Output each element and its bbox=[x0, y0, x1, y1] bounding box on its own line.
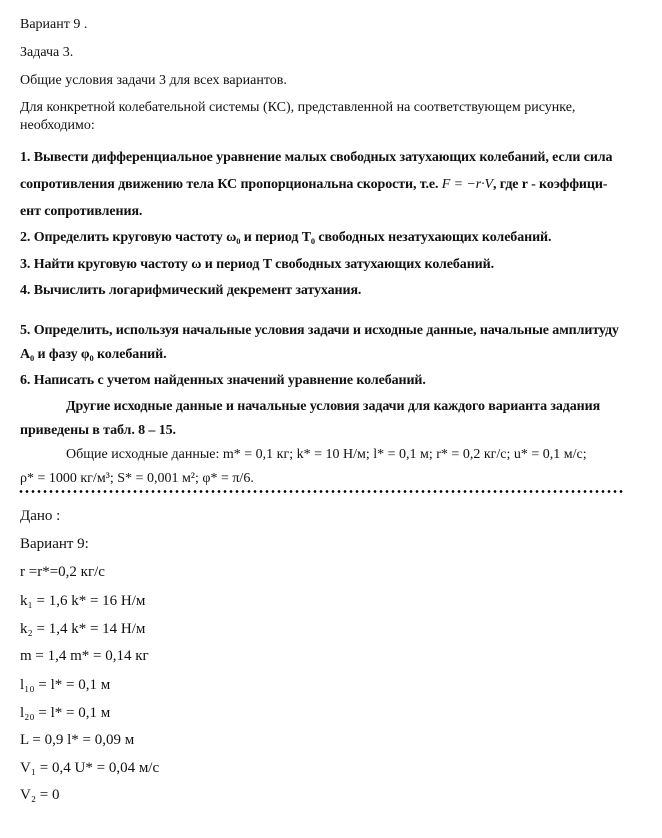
item-3: 3. Найти круговую частоту ω и период T свободных затухающих колебаний. bbox=[20, 257, 495, 272]
given-l20: l₂₀ = l* = 0,1 м bbox=[20, 705, 111, 721]
task-heading: Задача 3. bbox=[20, 45, 74, 60]
resistance-formula: F = −r·V bbox=[441, 177, 493, 192]
given-L: L = 0,9 l* = 0,09 м bbox=[20, 732, 135, 748]
given-V2: V₂ = 0 bbox=[20, 787, 60, 803]
given-title: Дано : bbox=[20, 508, 61, 524]
given-m: m = 1,4 m* = 0,14 кг bbox=[20, 648, 149, 664]
item-4: 4. Вычислить логарифмический декремент затухания. bbox=[20, 283, 362, 298]
given-k1: k₁ = 1,6 k* = 16 Н/м bbox=[20, 593, 146, 609]
other-data-line-2: приведены в табл. 8 – 15. bbox=[20, 423, 176, 438]
general-data-line-2: ρ* = 1000 кг/м³; S* = 0,001 м²; φ* = π/6. bbox=[20, 471, 254, 486]
given-r: r =r*=0,2 кг/с bbox=[20, 564, 105, 580]
item-5-line-2: A₀ и фазу φ₀ колебаний. bbox=[20, 347, 167, 362]
general-data-line-1: Общие исходные данные: m* = 0,1 кг; k* = 10 Н/м; l* = 0,1 м; r* = 0,2 кг/с; u* = 0,1 м/с; bbox=[66, 447, 587, 462]
item-5-line-1: 5. Определить, используя начальные условия задачи и исходные данные, начальные амплитуду bbox=[20, 323, 619, 338]
intro-line-2: необходимо: bbox=[20, 118, 95, 133]
given-k2: k₂ = 1,4 k* = 14 Н/м bbox=[20, 621, 146, 637]
item-1-text: сопротивления движению тела КС пропорциональна скорости, т.е. bbox=[20, 177, 439, 192]
other-data-line-1: Другие исходные данные и начальные условия задачи для каждого варианта задания bbox=[66, 399, 601, 414]
item-1-line-3: ент сопротивления. bbox=[20, 204, 143, 219]
intro-line-1: Для конкретной колебательной системы (КС), представленной на соответствующем рисунке, bbox=[20, 100, 576, 115]
general-conditions-heading: Общие условия задачи 3 для всех вариантов. bbox=[20, 73, 287, 88]
given-V1: V₁ = 0,4 U* = 0,04 м/с bbox=[20, 760, 160, 776]
given-l10: l₁₀ = l* = 0,1 м bbox=[20, 677, 111, 693]
item-6: 6. Написать с учетом найденных значений уравнение колебаний. bbox=[20, 373, 426, 388]
item-1-line-1: 1. Вывести дифференциальное уравнение малых свободных затухающих колебаний, если сила bbox=[20, 150, 613, 165]
variant-heading: Вариант 9 . bbox=[20, 17, 88, 32]
dotted-separator bbox=[18, 490, 624, 493]
item-2: 2. Определить круговую частоту ω₀ и период T₀ свободных незатухающих колебаний. bbox=[20, 230, 552, 245]
item-1-line-2 bbox=[20, 176, 607, 194]
given-variant: Вариант 9: bbox=[20, 536, 89, 552]
item-1-suffix: , где r - коэффици- bbox=[492, 177, 608, 192]
